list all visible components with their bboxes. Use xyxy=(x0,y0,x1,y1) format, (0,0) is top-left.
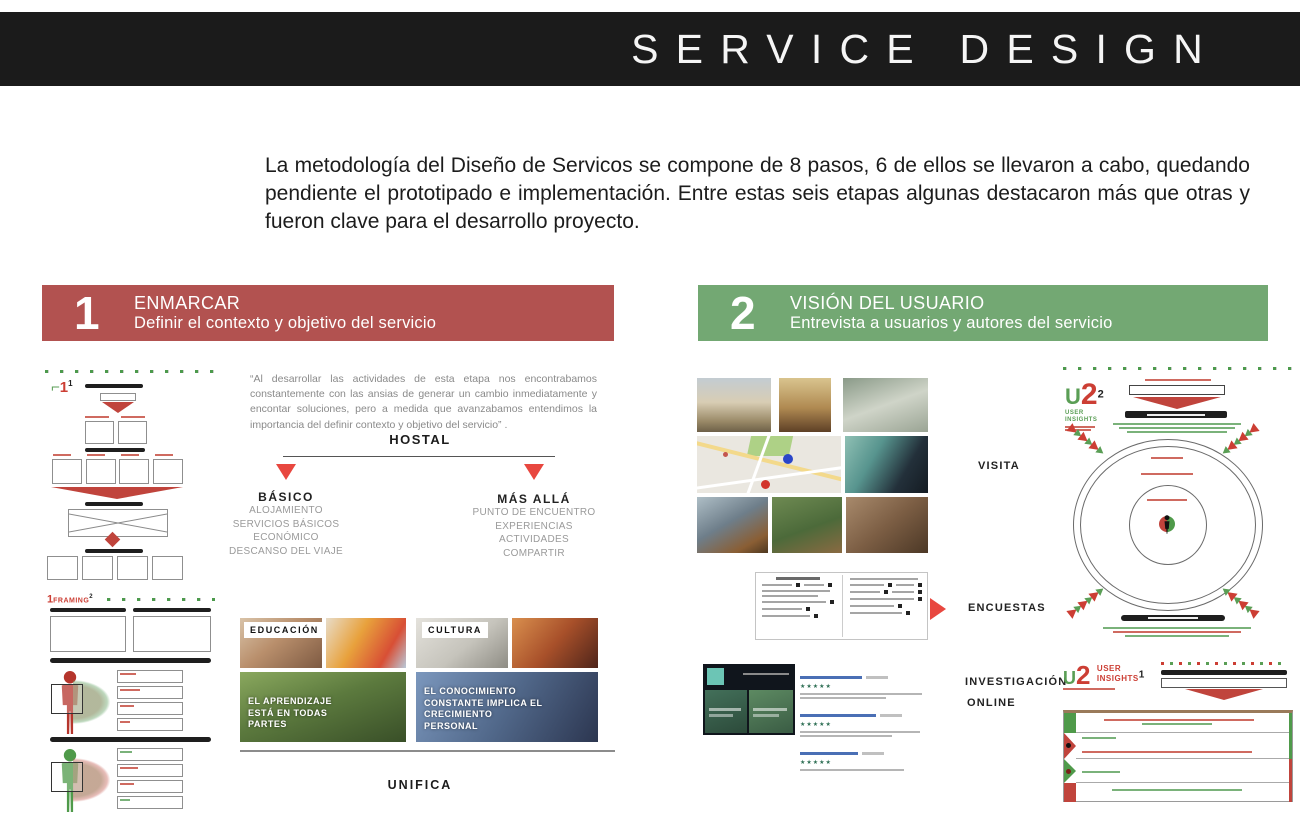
section1-subtitle: Definir el contexto y objetivo del servicio xyxy=(134,314,437,332)
logo-line1: USER xyxy=(1096,664,1122,673)
section2-titles xyxy=(790,293,1112,333)
visit-photo-collage xyxy=(697,372,928,553)
survey-right-column xyxy=(846,575,926,637)
decor-header-bar xyxy=(85,549,143,553)
cell-text xyxy=(1082,771,1120,773)
user-insights-actor-map xyxy=(1063,365,1298,650)
decor-header-bar xyxy=(1125,411,1227,418)
decor-box xyxy=(117,556,148,580)
arrow-chain-sw xyxy=(1066,585,1105,619)
basico-column xyxy=(211,490,361,558)
decor-box xyxy=(82,556,113,580)
educacion-label: EDUCACIÓN xyxy=(244,622,325,638)
section1-number: 1 xyxy=(74,287,100,339)
decor-label xyxy=(85,416,109,418)
mas-alla-item: ACTIVIDADES xyxy=(499,534,569,545)
cell-text xyxy=(1082,751,1252,753)
survey-left-column xyxy=(758,575,838,637)
decor-label xyxy=(121,416,145,418)
decor-label xyxy=(1145,379,1211,381)
title-bar xyxy=(0,12,1300,86)
decor-text xyxy=(1119,427,1235,429)
dotted-timeline xyxy=(107,598,215,601)
decor-field xyxy=(117,686,183,699)
decor-text xyxy=(1103,627,1251,629)
photo-cactus-plants xyxy=(772,497,842,553)
ring-label xyxy=(1151,457,1183,459)
decor-label xyxy=(87,454,105,456)
photo-house-exterior xyxy=(697,378,771,432)
photo-selfie-group xyxy=(845,436,928,493)
education-culture-collage xyxy=(240,616,598,742)
torso-frame xyxy=(51,762,83,792)
basico-item: SERVICIOS BÁSICOS xyxy=(232,518,340,530)
map-park xyxy=(747,436,793,456)
section2-title: VISIÓN DEL USUARIO xyxy=(790,293,985,313)
mas-alla-column xyxy=(459,492,609,560)
star-rating: ★★★★★ xyxy=(800,684,832,690)
decor-text xyxy=(1127,431,1227,433)
logo-number: 1 xyxy=(59,379,69,396)
funnel-triangle xyxy=(102,402,134,413)
user-insights-logo: $U2^2$ USER INSIGHTS xyxy=(1065,381,1104,431)
decor-box xyxy=(50,616,126,652)
framing-1-logo xyxy=(51,380,73,395)
review-item xyxy=(800,704,926,737)
decor-box xyxy=(152,556,183,580)
framing-2-logo xyxy=(47,594,93,606)
website-nav xyxy=(743,673,789,675)
dotted-timeline xyxy=(1063,367,1298,370)
decor-box xyxy=(119,459,149,484)
website-photo-panel xyxy=(705,690,747,733)
insights-table xyxy=(1063,710,1293,802)
logo-bracket: ⌐ xyxy=(51,379,60,396)
framing-worksheet-2-thumbnail xyxy=(45,592,217,830)
funnel-triangle-wide xyxy=(51,487,183,499)
cell-text xyxy=(1082,737,1116,739)
decor-box xyxy=(85,421,114,444)
arrow-chain-se xyxy=(1220,585,1259,619)
right-triangle-icon xyxy=(930,598,946,620)
decor-field xyxy=(117,780,183,793)
survey-divider xyxy=(842,575,843,637)
educacion-caption: EL APRENDIZAJE ESTÁ EN TODAS PARTES xyxy=(248,696,333,730)
decor-diamond-box xyxy=(68,509,168,537)
hostal-diagram xyxy=(229,432,600,562)
decor-text xyxy=(1113,423,1241,425)
star-rating: ★★★★★ xyxy=(800,760,832,766)
star-rating: ★★★★★ xyxy=(800,722,832,728)
user-insights-logo-2: U2 USER INSIGHTS $^1$ xyxy=(1063,660,1145,690)
website-screenshot xyxy=(703,664,795,735)
framing-logo-text: FRAMING xyxy=(53,597,90,605)
dotted-timeline xyxy=(45,370,217,373)
decor-box xyxy=(118,421,147,444)
funnel-triangle xyxy=(1133,397,1221,409)
intro-paragraph: La metodología del Diseño de Servicos se compone de 8 pasos, 6 de ellos se llevaron a cabo, quedando pendiente el prototipado e implementación. Entre estas seis etapas algunas destacaron más que otras y fueron clave para el desarrollo proyecto. xyxy=(265,154,1250,233)
decor-field xyxy=(117,702,183,715)
decor-box xyxy=(52,459,82,484)
reviews-list xyxy=(800,666,926,766)
logo-line2: INSIGHTS xyxy=(1065,417,1098,424)
decor-field xyxy=(117,718,183,731)
photo-patio-table xyxy=(697,497,768,553)
section1-titles xyxy=(134,293,436,333)
section2-header xyxy=(698,285,1268,341)
basico-title: BÁSICO xyxy=(258,490,314,504)
logo-superscript: 2 xyxy=(89,594,93,600)
logo-line2: INSIGHTS xyxy=(1096,673,1139,683)
framing-worksheet-1-thumbnail xyxy=(45,368,217,583)
mas-alla-title: MÁS ALLÁ xyxy=(497,492,571,506)
decor-header-bar xyxy=(1161,670,1287,675)
decor-text xyxy=(1113,631,1241,633)
row-divider xyxy=(1076,732,1292,733)
hostal-title: HOSTAL xyxy=(389,432,451,447)
website-photo-panel xyxy=(749,690,793,733)
marker-dot xyxy=(1066,743,1071,748)
decor-header-bar xyxy=(133,608,211,612)
decor-label xyxy=(53,454,71,456)
basico-item: ECONÓMICO xyxy=(253,532,319,543)
cultura-label: CULTURA xyxy=(422,622,488,638)
cultura-caption: EL CONOCIMIENTO CONSTANTE IMPLICA EL CRECIMIENTO PERSONAL xyxy=(424,686,543,732)
photo-entrance-doorway xyxy=(779,378,831,432)
basico-item: ALOJAMIENTO xyxy=(249,505,323,516)
section2-subtitle: Entrevista a usuarios y autores del servicio xyxy=(790,314,1113,332)
cell-text xyxy=(1104,719,1254,721)
decor-field xyxy=(117,670,183,683)
decor-label xyxy=(121,454,139,456)
logo-superscript: 1 xyxy=(68,379,73,388)
row-marker-red xyxy=(1064,783,1076,802)
right-strip-red xyxy=(1289,759,1292,802)
section1-divider xyxy=(240,750,615,752)
section1-title: ENMARCAR xyxy=(134,293,241,313)
crossing-lines xyxy=(69,510,167,536)
decor-box xyxy=(100,393,136,401)
website-logo xyxy=(707,668,724,685)
down-triangle-icon xyxy=(276,464,296,480)
section1-header xyxy=(42,285,614,341)
decor-header-bar xyxy=(50,737,211,742)
torso-frame xyxy=(51,684,83,714)
basico-item: DESCANSO DEL VIAJE xyxy=(229,545,343,557)
decor-text xyxy=(1125,635,1229,637)
user-insights-template xyxy=(1063,658,1298,808)
person-icon-black xyxy=(1156,513,1178,535)
row-divider xyxy=(1076,782,1292,783)
decor-header-bar xyxy=(50,608,126,612)
photo-guitar-hands xyxy=(512,618,598,668)
encuestas-label: ENCUESTAS xyxy=(968,602,1046,614)
decor-box xyxy=(47,556,78,580)
down-triangle-icon xyxy=(524,464,544,480)
review-item xyxy=(800,666,926,699)
mas-alla-item: PUNTO DE ENCUENTRO xyxy=(472,507,596,518)
ring-label xyxy=(1141,473,1193,475)
row-marker-green xyxy=(1064,713,1076,733)
decor-header-bar xyxy=(85,502,143,506)
map-tile xyxy=(697,436,841,493)
decor-header-bar xyxy=(85,448,145,452)
marker-dot xyxy=(1066,769,1071,774)
mas-alla-item: EXPERIENCIAS xyxy=(495,520,573,532)
funnel-triangle xyxy=(1185,689,1263,700)
investigacion-label: INVESTIGACIÓN xyxy=(965,676,1068,688)
logo-line1: USER xyxy=(1065,410,1084,416)
decor-field xyxy=(117,764,183,777)
right-strip-green xyxy=(1289,713,1292,759)
decor-box xyxy=(1161,678,1287,688)
decor-header-bar xyxy=(85,384,143,388)
review-item xyxy=(800,742,926,771)
map-marker-blue xyxy=(783,454,793,464)
cell-text xyxy=(1112,789,1242,791)
decor-box xyxy=(153,459,183,484)
decor-field xyxy=(117,796,183,809)
decor-box xyxy=(86,459,116,484)
mas-alla-item: COMPARTIR xyxy=(503,547,565,559)
section2-number: 2 xyxy=(730,287,756,339)
logo-number: 1 xyxy=(47,593,54,606)
page-title: SERVICE DESIGN xyxy=(631,25,1220,72)
map-marker-red xyxy=(761,480,770,489)
cell-text xyxy=(1142,723,1212,725)
survey-form xyxy=(755,572,928,640)
decor-footer-bar xyxy=(1121,615,1225,621)
decor-header-bar xyxy=(50,658,211,663)
ring-label xyxy=(1147,499,1187,501)
decor-box xyxy=(133,616,211,652)
decor-box xyxy=(1129,385,1225,395)
row-divider xyxy=(1076,758,1292,759)
unifica-label: UNIFICA xyxy=(387,778,453,792)
photo-bathtub-planter xyxy=(843,378,928,432)
center-user-icon xyxy=(1159,516,1175,532)
map-marker-small xyxy=(723,452,728,457)
online-label: ONLINE xyxy=(967,697,1016,709)
photo-mural-painting xyxy=(326,618,406,668)
dotted-row xyxy=(1161,662,1287,665)
photo-dog-indoors xyxy=(846,497,928,553)
hostal-line xyxy=(283,456,555,457)
decor-field xyxy=(117,748,183,761)
visita-label: VISITA xyxy=(978,460,1020,472)
decor-label xyxy=(155,454,173,456)
section1-quote: “Al desarrollar las actividades de esta etapa nos encontrabamos constantemente con las ansias de generar un cambio inmediatamente y encontar soluciones, pero a medida que avanzabamos entendimos la importancia del definir contexto y objetivo del servicio” . xyxy=(250,373,597,431)
